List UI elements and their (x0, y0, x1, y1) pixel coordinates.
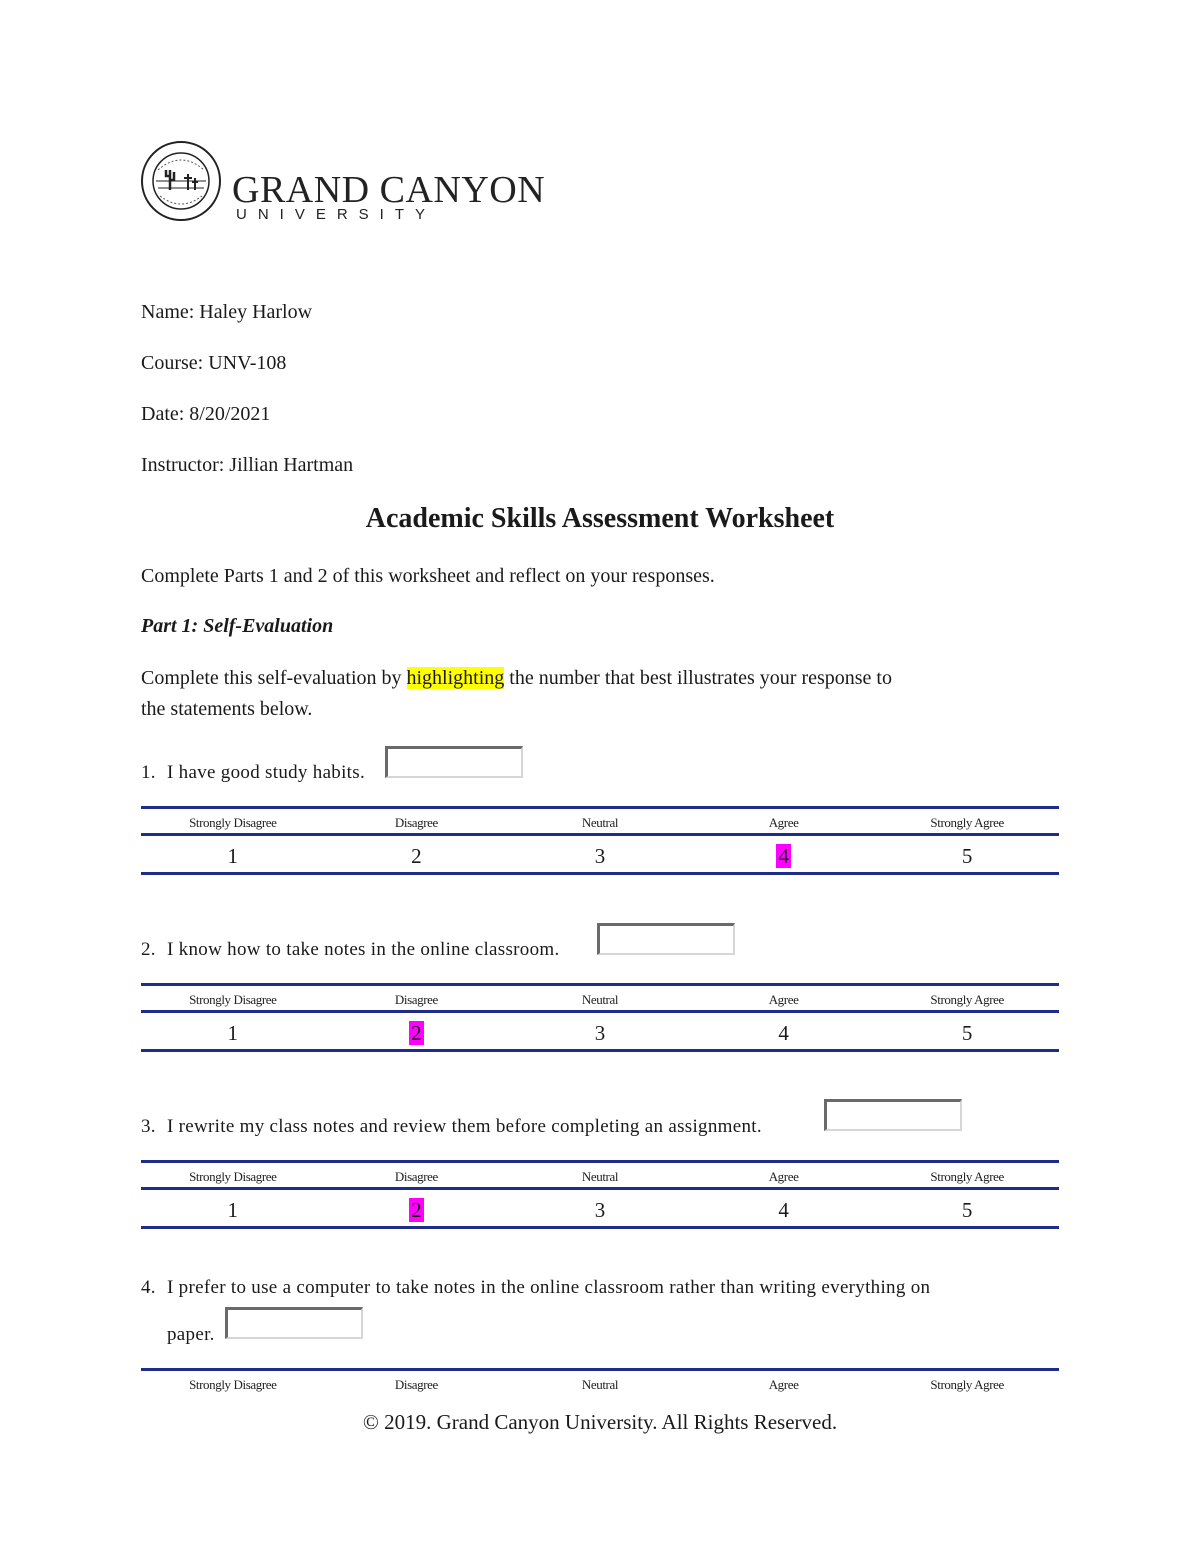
question-4-line2: paper. (167, 1324, 215, 1345)
scale-rule (141, 806, 1059, 809)
scale-option-1[interactable]: 1 (227, 1198, 239, 1222)
university-seal-icon (140, 140, 222, 222)
scale-option-1[interactable]: 1 (227, 844, 239, 868)
scale-options (141, 844, 1059, 869)
scale-rule (141, 833, 1059, 836)
course: Course: UNV-108 (141, 352, 287, 374)
scale-rule (141, 983, 1059, 986)
scale-rule (141, 1226, 1059, 1229)
label-strongly-disagree: Strongly Disagree (189, 815, 277, 830)
question-number: 4. (141, 1277, 156, 1298)
instruction-text-before: Complete this self-evaluation by (141, 667, 407, 689)
rating-scale-2 (141, 983, 1059, 1053)
instruction-highlight: highlighting (406, 667, 505, 689)
question-4 (141, 1277, 930, 1299)
label-neutral: Neutral (581, 1169, 619, 1184)
scale-option-5[interactable]: 5 (961, 844, 973, 868)
page-title: Academic Skills Assessment Worksheet (365, 503, 835, 534)
rating-scale-1 (141, 806, 1059, 876)
scale-labels (141, 992, 1059, 1008)
logo-wordmark: GRAND CANYON (232, 169, 546, 211)
university-logo (140, 140, 546, 230)
scale-options (141, 1198, 1059, 1223)
question-2 (141, 939, 560, 961)
scale-option-5[interactable]: 5 (961, 1021, 973, 1045)
label-neutral: Neutral (581, 815, 619, 830)
question-text: I prefer to use a computer to take notes in the online classroom rather than writing everything on (167, 1277, 931, 1298)
scale-option-2[interactable]: 2 (411, 1021, 422, 1045)
label-disagree: Disagree (394, 815, 438, 830)
label-neutral: Neutral (581, 1377, 619, 1392)
scale-option-2[interactable]: 2 (411, 1198, 422, 1222)
instruction-text-after: the number that best illustrates your response to (504, 667, 892, 689)
scale-option-4[interactable]: 4 (778, 1198, 789, 1222)
label-strongly-agree: Strongly Agree (930, 1169, 1004, 1184)
part1-instruction (141, 667, 892, 690)
label-agree: Agree (768, 815, 799, 830)
scale-labels (141, 1377, 1059, 1393)
instructor: Instructor: Jillian Hartman (141, 454, 354, 476)
scale-option-1[interactable]: 1 (227, 1021, 239, 1045)
student-name: Name: Haley Harlow (141, 301, 313, 323)
scale-rule (141, 1187, 1059, 1190)
copyright-footer: © 2019. Grand Canyon University. All Rights Reserved. (362, 1410, 838, 1434)
scale-option-4[interactable]: 4 (778, 1021, 789, 1045)
rating-scale-4 (141, 1368, 1059, 1398)
question-3 (141, 1116, 762, 1138)
scale-option-2[interactable]: 2 (411, 844, 422, 868)
scale-rule (141, 872, 1059, 875)
question-text: I rewrite my class notes and review them before completing an assignment. (167, 1116, 762, 1137)
label-strongly-agree: Strongly Agree (930, 992, 1004, 1007)
date: Date: 8/20/2021 (141, 403, 271, 425)
answer-input-4[interactable] (225, 1307, 363, 1339)
question-text: I have good study habits. (167, 762, 366, 783)
scale-option-3[interactable]: 3 (594, 1021, 606, 1045)
answer-input-2[interactable] (597, 923, 735, 955)
label-strongly-agree: Strongly Agree (930, 815, 1004, 830)
label-strongly-disagree: Strongly Disagree (189, 1169, 277, 1184)
label-agree: Agree (768, 992, 799, 1007)
question-number: 3. (141, 1116, 156, 1137)
scale-option-5[interactable]: 5 (961, 1198, 973, 1222)
answer-input-3[interactable] (824, 1099, 962, 1131)
question-1 (141, 762, 365, 784)
label-strongly-disagree: Strongly Disagree (189, 992, 277, 1007)
label-neutral: Neutral (581, 992, 619, 1007)
scale-labels (141, 815, 1059, 831)
label-agree: Agree (768, 1169, 799, 1184)
scale-option-3[interactable]: 3 (594, 844, 606, 868)
scale-labels (141, 1169, 1059, 1185)
scale-rule (141, 1368, 1059, 1371)
scale-options (141, 1021, 1059, 1046)
question-number: 2. (141, 939, 156, 960)
rating-scale-3 (141, 1160, 1059, 1230)
label-strongly-agree: Strongly Agree (930, 1377, 1004, 1392)
question-number: 1. (141, 762, 156, 783)
answer-input-1[interactable] (385, 746, 523, 778)
part1-heading: Part 1: Self-Evaluation (141, 615, 334, 637)
label-disagree: Disagree (394, 1169, 438, 1184)
label-disagree: Disagree (394, 992, 438, 1007)
scale-rule (141, 1160, 1059, 1163)
part1-instruction-line2: the statements below. (141, 698, 313, 720)
label-disagree: Disagree (394, 1377, 438, 1392)
scale-option-4[interactable]: 4 (778, 844, 789, 868)
label-strongly-disagree: Strongly Disagree (189, 1377, 277, 1392)
question-text: I know how to take notes in the online classroom. (167, 939, 560, 960)
scale-rule (141, 1049, 1059, 1052)
intro-text: Complete Parts 1 and 2 of this worksheet and reflect on your responses. (141, 565, 715, 587)
scale-rule (141, 1010, 1059, 1013)
label-agree: Agree (768, 1377, 799, 1392)
logo-subtitle: UNIVERSITY (236, 206, 437, 223)
scale-option-3[interactable]: 3 (594, 1198, 606, 1222)
